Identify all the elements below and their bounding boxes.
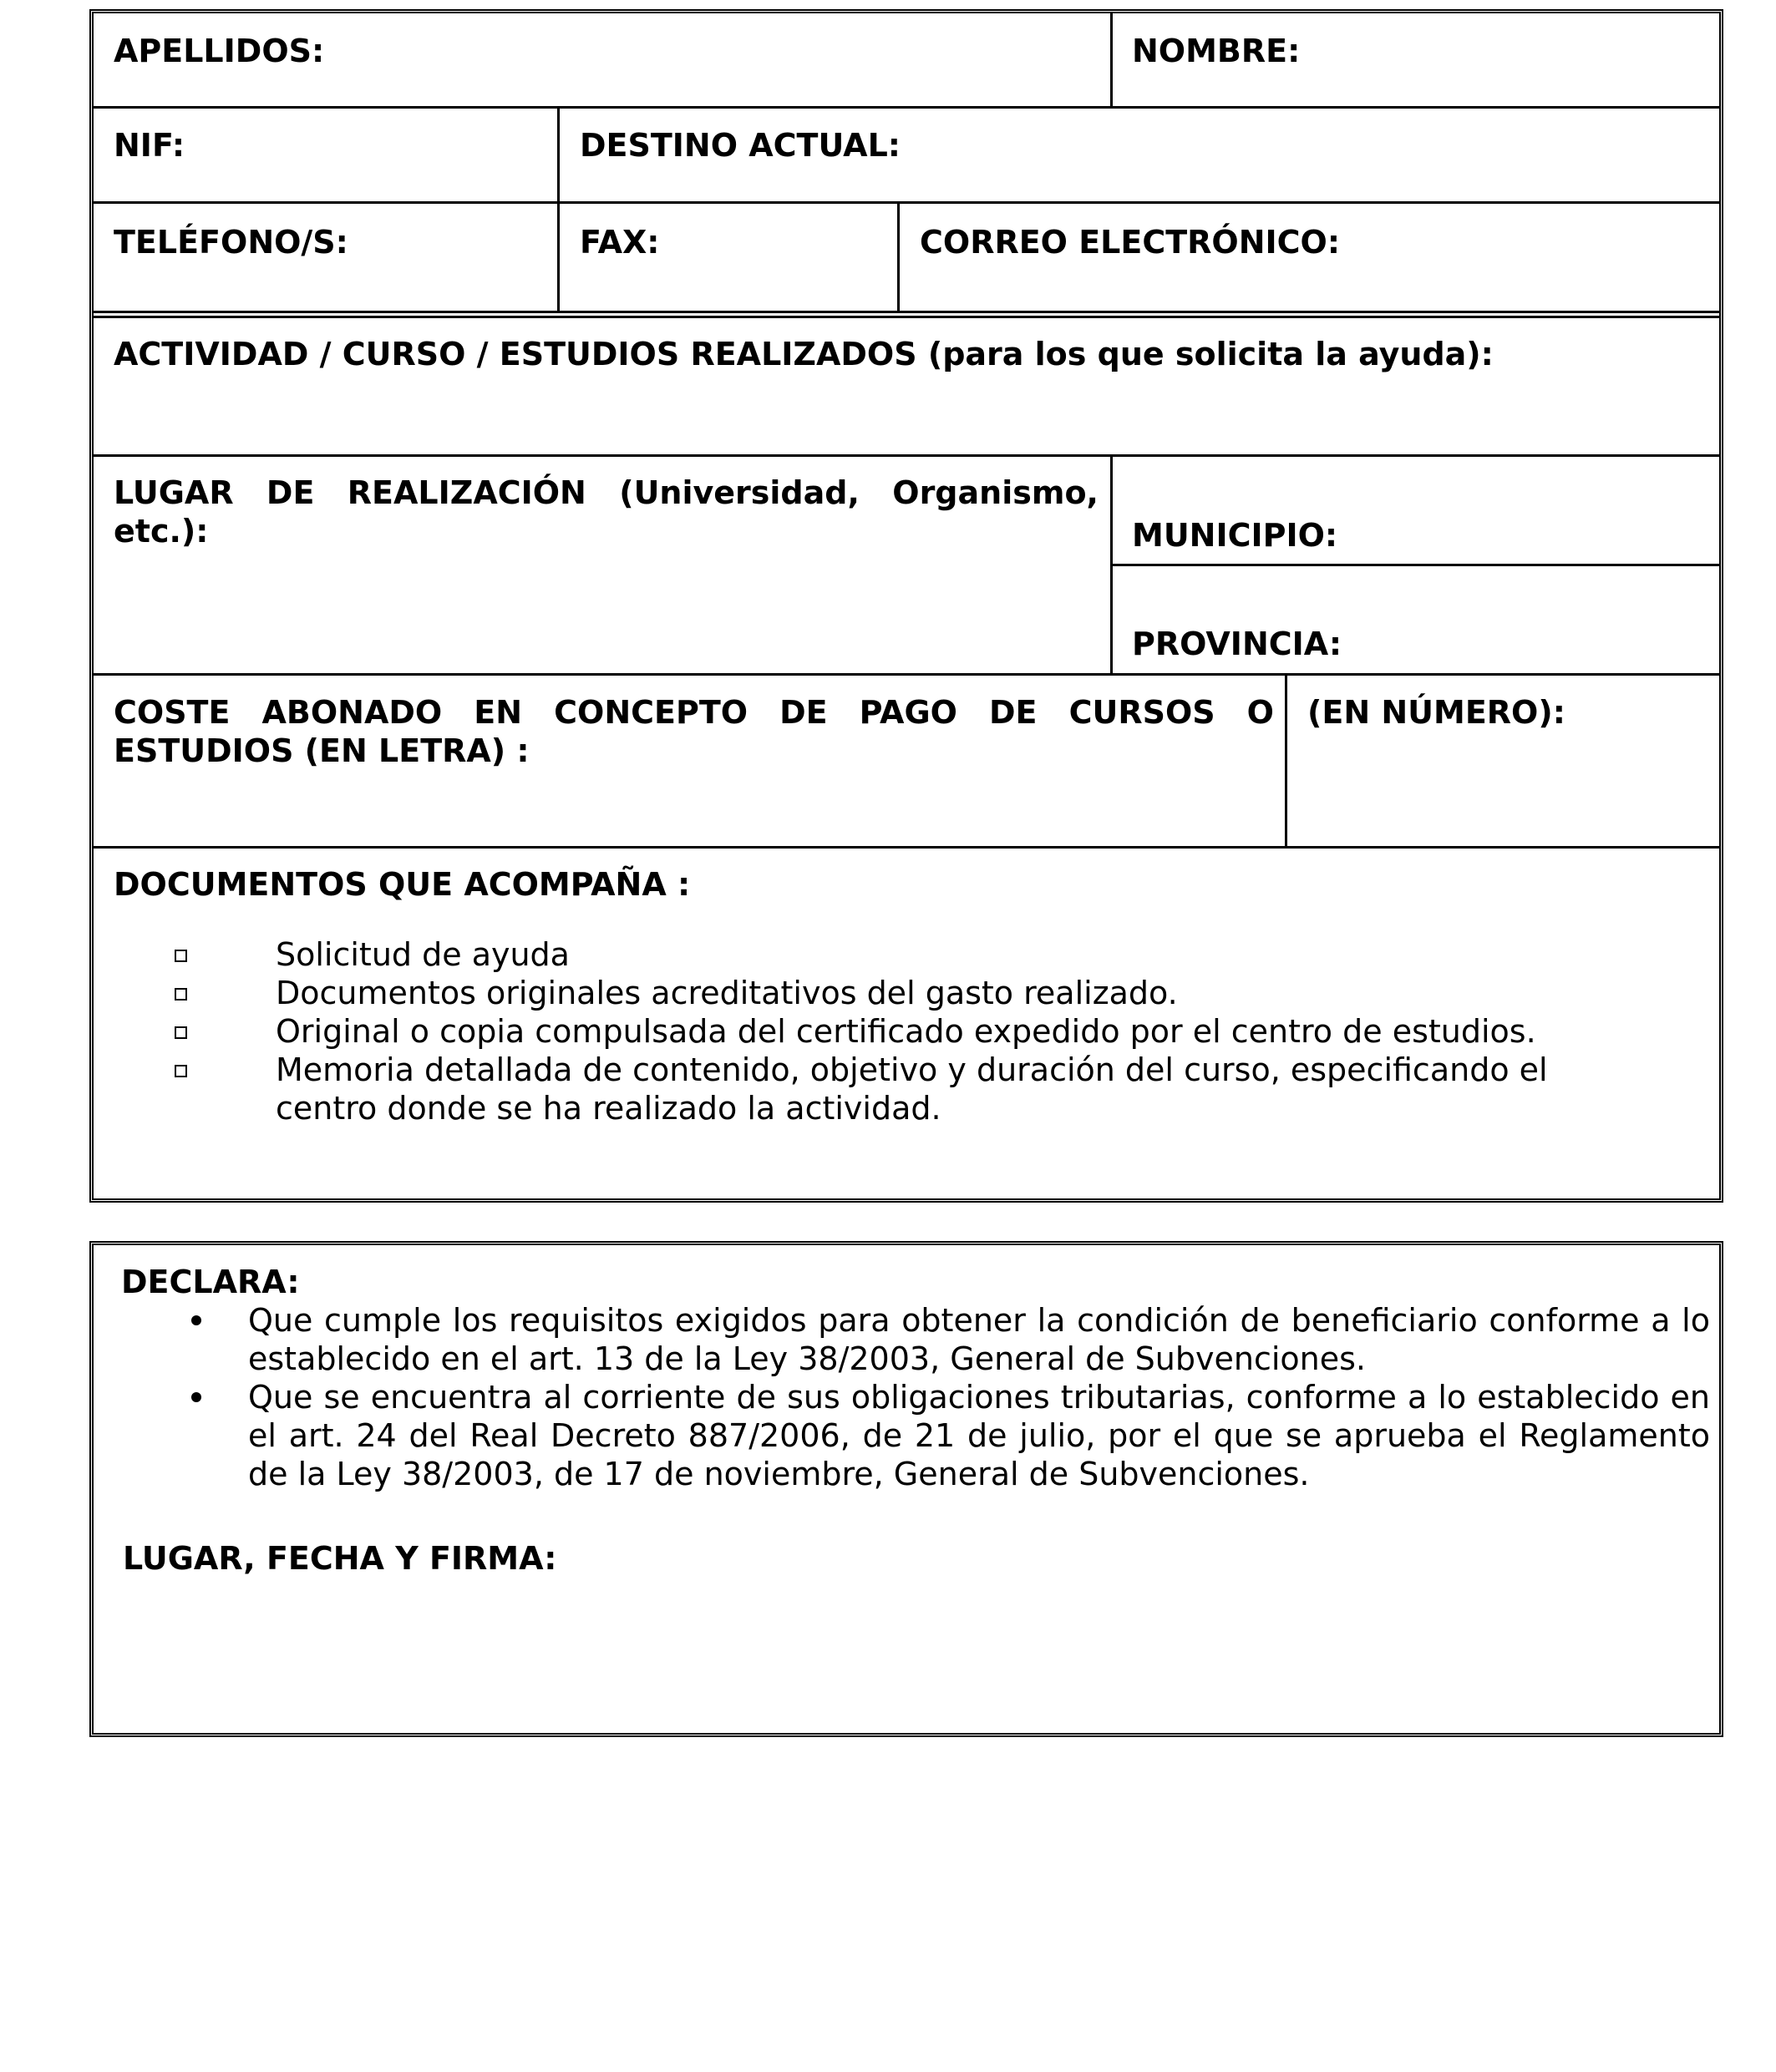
coste-numero-field[interactable]: (EN NÚMERO): [1307, 694, 1565, 731]
column-divider [557, 106, 560, 311]
destino-actual-field[interactable]: DESTINO ACTUAL: [580, 127, 901, 164]
row-divider [94, 846, 1719, 849]
list-item [121, 1378, 1710, 1493]
checkbox-icon[interactable] [175, 1065, 187, 1077]
column-divider [1285, 673, 1287, 846]
column-divider [897, 201, 900, 311]
list-item [121, 1301, 1710, 1378]
row-divider [94, 673, 1719, 676]
list-item[interactable] [167, 1051, 1654, 1127]
row-divider [94, 454, 1719, 457]
coste-letra-field[interactable]: COSTE ABONADO EN CONCEPTO DE PAGO DE CURSOS O ESTUDIOS (EN LETRA) : [114, 694, 1274, 769]
bullet-icon [191, 1315, 201, 1325]
lugar-fecha-firma-field[interactable]: LUGAR, FECHA Y FIRMA: [123, 1540, 557, 1577]
checkbox-icon[interactable] [175, 1026, 187, 1039]
declaration-content [121, 1263, 1710, 1493]
telefono-field[interactable]: TELÉFONO/S: [114, 224, 348, 261]
nif-field[interactable]: NIF: [114, 127, 185, 164]
list-item[interactable] [167, 935, 1654, 974]
document-label: Original o copia compulsada del certificado expedido por el centro de estudios. [276, 1013, 1536, 1050]
nombre-field[interactable]: NOMBRE: [1132, 33, 1301, 69]
row-divider [94, 106, 1719, 109]
row-divider [94, 311, 1719, 313]
documentos-title: DOCUMENTOS QUE ACOMPAÑA : [114, 866, 691, 903]
bullet-icon [191, 1392, 201, 1402]
column-divider [1110, 13, 1113, 106]
declara-title: DECLARA: [121, 1264, 300, 1300]
document-label: Solicitud de ayuda [276, 936, 570, 973]
row-divider [1110, 564, 1719, 566]
list-item[interactable] [167, 1012, 1654, 1051]
municipio-field[interactable]: MUNICIPIO: [1132, 517, 1338, 554]
declaration-text: Que se encuentra al corriente de sus obligaciones tributarias, conforme a lo establecido en el art. 24 del Real Decreto 887/2006, de 21 de julio, por el que se aprueba el Reglamento de la Ley 38/2003, de 17 de noviembre, General de Subvenciones. [248, 1379, 1710, 1492]
lugar-realizacion-field[interactable]: LUGAR DE REALIZACIÓN (Universidad, Organismo, etc.): [114, 474, 1099, 550]
column-divider [1110, 454, 1113, 673]
actividad-field[interactable]: ACTIVIDAD / CURSO / ESTUDIOS REALIZADOS (para los que solicita la ayuda): [114, 336, 1494, 372]
documents-checklist [167, 935, 1654, 1127]
correo-electronico-field[interactable]: CORREO ELECTRÓNICO: [920, 224, 1341, 261]
document-label: Documentos originales acreditativos del gasto realizado. [276, 975, 1178, 1011]
checkbox-icon[interactable] [175, 988, 187, 1001]
row-divider [94, 201, 1719, 204]
list-item[interactable] [167, 974, 1654, 1012]
provincia-field[interactable]: PROVINCIA: [1132, 626, 1342, 662]
row-divider [94, 316, 1719, 318]
declaration-text: Que cumple los requisitos exigidos para obtener la condición de beneficiario conforme a lo establecido en el art. 13 de la Ley 38/2003, General de Subvenciones. [248, 1302, 1710, 1377]
checkbox-icon[interactable] [175, 950, 187, 962]
declaration-list [121, 1301, 1710, 1493]
apellidos-field[interactable]: APELLIDOS: [114, 33, 325, 69]
fax-field[interactable]: FAX: [580, 224, 660, 261]
document-label: Memoria detallada de contenido, objetivo y duración del curso, especificando el centro donde se ha realizado la actividad. [276, 1051, 1548, 1127]
